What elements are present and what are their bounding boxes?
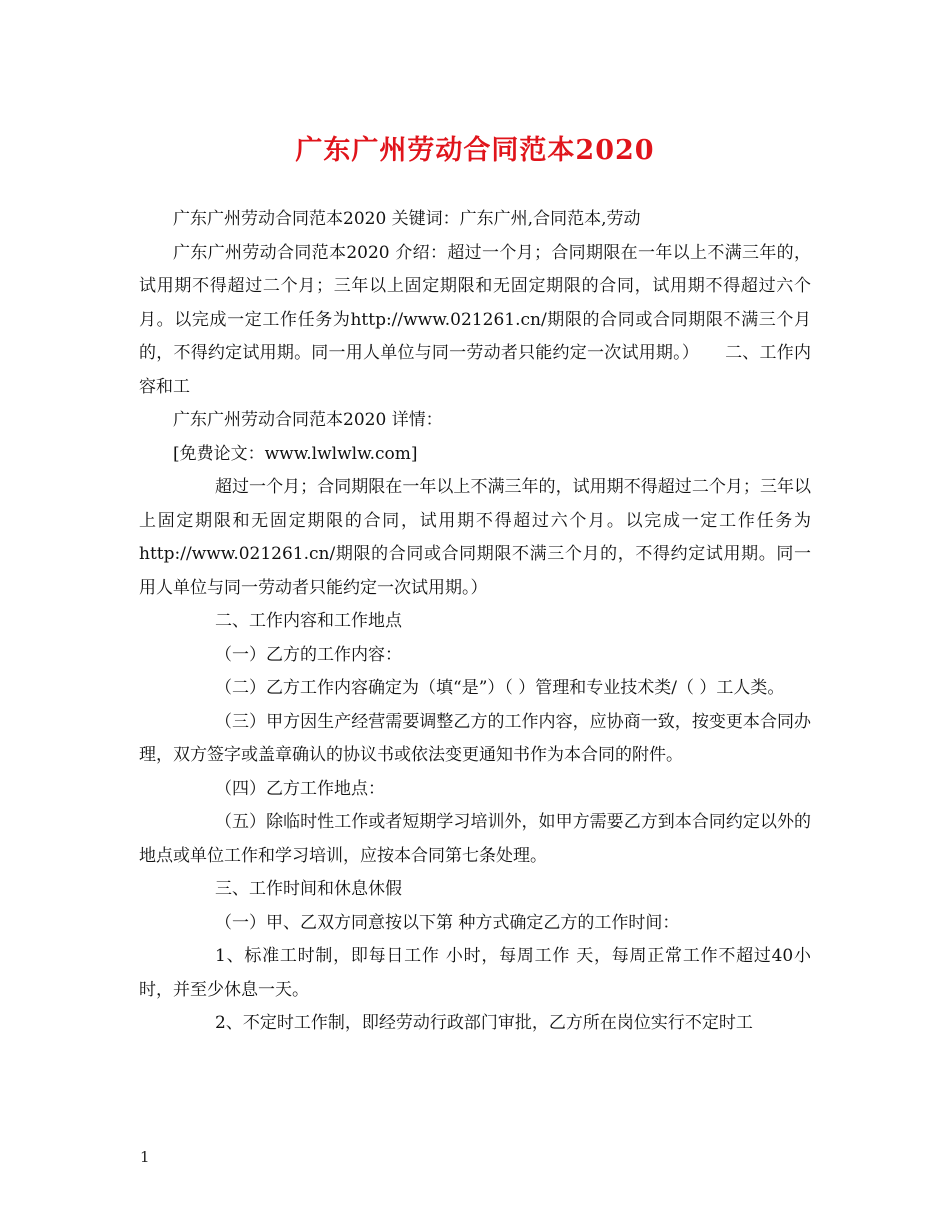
clause-paragraph: （四）乙方工作地点： xyxy=(215,778,385,799)
probation-paragraph: 超过一个月；合同期限在一年以上不满三年的，试用期不得超过二个月；三年以上固定期限和无固定期限的合同，试用期不得超过六个月。以完成一定工作任务为http://www.021261.cn/期限的合同或合同期限不满三个月的，不得约定试用期。同一用人单位与同一劳动者只能约定一次试用期。） xyxy=(139,477,811,598)
section-two-heading: 二、工作内容和工作地点 xyxy=(215,611,402,631)
document-title: 广东广州劳动合同范本2020 xyxy=(295,135,655,166)
page-number: 1 xyxy=(140,1148,150,1166)
clause-paragraph: （一）乙方的工作内容： xyxy=(215,644,402,665)
section-three-heading: 三、工作时间和休息休假 xyxy=(215,879,402,899)
details-heading: 广东广州劳动合同范本2020 详情： xyxy=(173,410,443,430)
clause-paragraph: （一）甲、乙双方同意按以下第 种方式确定乙方的工作时间： xyxy=(215,912,680,933)
clause-paragraph: （二）乙方工作内容确定为（填“是”）（ ）管理和专业技术类/（ ）工人类。 xyxy=(215,678,785,698)
clause-paragraph: 1、标准工时制，即每日工作 小时，每周工作 天，每周正常工作不超过40小时，并至少休息一天。 xyxy=(139,946,811,1000)
clause-paragraph: （五）除临时性工作或者短期学习培训外，如甲方需要乙方到本合同约定以外的地点或单位工作和学习培训，应按本合同第七条处理。 xyxy=(139,812,811,866)
document-body xyxy=(139,203,811,1041)
clause-paragraph: （三）甲方因生产经营需要调整乙方的工作内容，应协商一致，按变更本合同办理，双方签字或盖章确认的协议书或依法变更通知书作为本合同的附件。 xyxy=(139,711,811,765)
intro-paragraph: 广东广州劳动合同范本2020 介绍：超过一个月；合同期限在一年以上不满三年的，试用期不得超过二个月；三年以上固定期限和无固定期限的合同，试用期不得超过六个月。以完成一定工作任务为http://www.021261.cn/期限的合同或合同期限不满三个月的，不得约定试用期。同一用人单位与同一劳动者只能约定一次试用期。） 二、工作内容和工 xyxy=(139,242,811,397)
source-note: [免费论文：www.lwlwlw.com] xyxy=(173,443,418,464)
clause-paragraph: 2、不定时工作制，即经劳动行政部门审批，乙方所在岗位实行不定时工 xyxy=(215,1013,753,1033)
keywords-paragraph: 广东广州劳动合同范本2020 关键词：广东广州,合同范本,劳动 xyxy=(173,209,641,229)
